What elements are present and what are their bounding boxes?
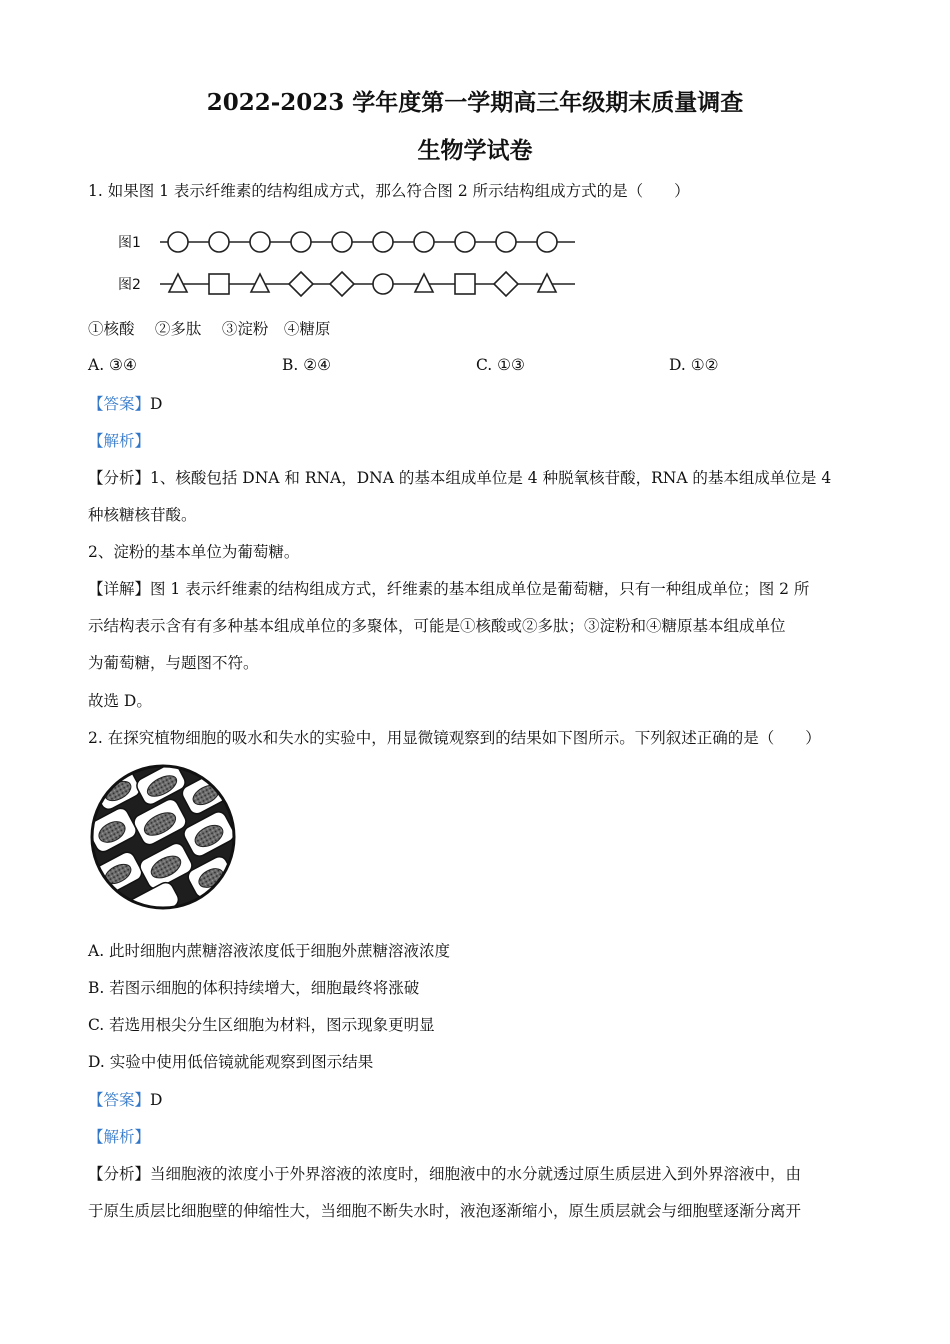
- answer-value: D: [150, 1091, 163, 1109]
- answer-tag: 【答案】: [88, 1091, 151, 1109]
- exam-subtitle: 生物学试卷: [417, 137, 533, 164]
- q1-option-c: C. ①③: [476, 356, 525, 374]
- q2-option-a: A. 此时细胞内蔗糖溶液浓度低于细胞外蔗糖溶液浓度: [88, 942, 451, 960]
- fig2-label: 图2: [118, 277, 141, 293]
- q1-analysis-p1b: 种核糖核苷酸。: [88, 506, 197, 524]
- chain-1: [160, 232, 575, 252]
- monomer-circle: [455, 232, 475, 252]
- monomer-circle: [209, 232, 229, 252]
- exam-title: 2022-2023 学年度第一学期高三年级期末质量调查: [206, 89, 744, 116]
- q2-answer: [88, 1089, 162, 1111]
- monomer-triangle: [169, 274, 187, 292]
- monomer-square: [455, 274, 475, 294]
- monomer-circle: [332, 232, 352, 252]
- monomer-diamond: [330, 272, 354, 296]
- q1-analysis-tag: 【解析】: [88, 432, 151, 450]
- q2-analysis-b: 于原生质层比细胞壁的伸缩性大，当细胞不断失水时，液泡逐渐缩小，原生质层就会与细胞壁逐渐分离开: [88, 1202, 802, 1220]
- q1-detail-b: 示结构表示含有有多种基本组成单位的多聚体，可能是①核酸或②多肽；③淀粉和④糖原基本组成单位: [88, 617, 786, 635]
- q1-analysis-p2: 2、淀粉的基本单位为葡萄糖。: [88, 543, 300, 561]
- q2-option-d: D. 实验中使用低倍镜就能观察到图示结果: [88, 1053, 374, 1071]
- q2-stem: 2. 在探究植物细胞的吸水和失水的实验中，用显微镜观察到的结果如下图所示。下列叙述正确的是（ ）: [88, 729, 821, 747]
- monomer-triangle: [251, 274, 269, 292]
- q1-option-d: D. ①②: [669, 356, 719, 374]
- monomer-circle: [373, 274, 393, 294]
- answer-tag: 【答案】: [88, 395, 151, 413]
- monomer-circle: [291, 232, 311, 252]
- q1-answer: [88, 393, 162, 415]
- q2-analysis-tag: 【解析】: [88, 1128, 151, 1146]
- monomer-circle: [250, 232, 270, 252]
- monomer-square: [209, 274, 229, 294]
- q1-detail-c: 为葡萄糖，与题图不符。: [88, 654, 259, 672]
- q1-stem: 1. 如果图 1 表示纤维素的结构组成方式，那么符合图 2 所示结构组成方式的是（ ）: [88, 182, 690, 200]
- q2-analysis-a: 【分析】当细胞液的浓度小于外界溶液的浓度时，细胞液中的水分就透过原生质层进入到外界溶液中，由: [88, 1165, 802, 1183]
- monomer-triangle: [415, 274, 433, 292]
- monomer-circle: [373, 232, 393, 252]
- q2-option-c: C. 若选用根尖分生区细胞为材料，图示现象更明显: [88, 1016, 435, 1034]
- monomer-diamond: [289, 272, 313, 296]
- monomer-diamond: [494, 272, 518, 296]
- q1-analysis-p1a: 【分析】1、核酸包括 DNA 和 RNA，DNA 的基本组成单位是 4 种脱氧核苷酸，RNA 的基本组成单位是 4: [88, 469, 832, 487]
- q1-detail-a: 【详解】图 1 表示纤维素的结构组成方式，纤维素的基本组成单位是葡萄糖，只有一种组成单位；图 2 所: [88, 580, 810, 598]
- monomer-circle: [496, 232, 516, 252]
- q1-option-a: A. ③④: [88, 356, 137, 374]
- monomer-circle: [414, 232, 434, 252]
- monomer-triangle: [538, 274, 556, 292]
- monomer-circle: [168, 232, 188, 252]
- q1-items: ①核酸 ②多肽 ③淀粉 ④糖原: [88, 320, 331, 338]
- q2-option-b: B. 若图示细胞的体积持续增大，细胞最终将涨破: [88, 979, 420, 997]
- fig1-label: 图1: [118, 235, 141, 251]
- q1-option-b: B. ②④: [282, 356, 332, 374]
- q1-conclusion: 故选 D。: [88, 692, 152, 710]
- microscope-cell-image: [88, 762, 238, 912]
- monomer-circle: [537, 232, 557, 252]
- answer-value: D: [150, 395, 163, 413]
- polymer-chain-diagram: [158, 225, 588, 305]
- chain-2: [160, 272, 575, 296]
